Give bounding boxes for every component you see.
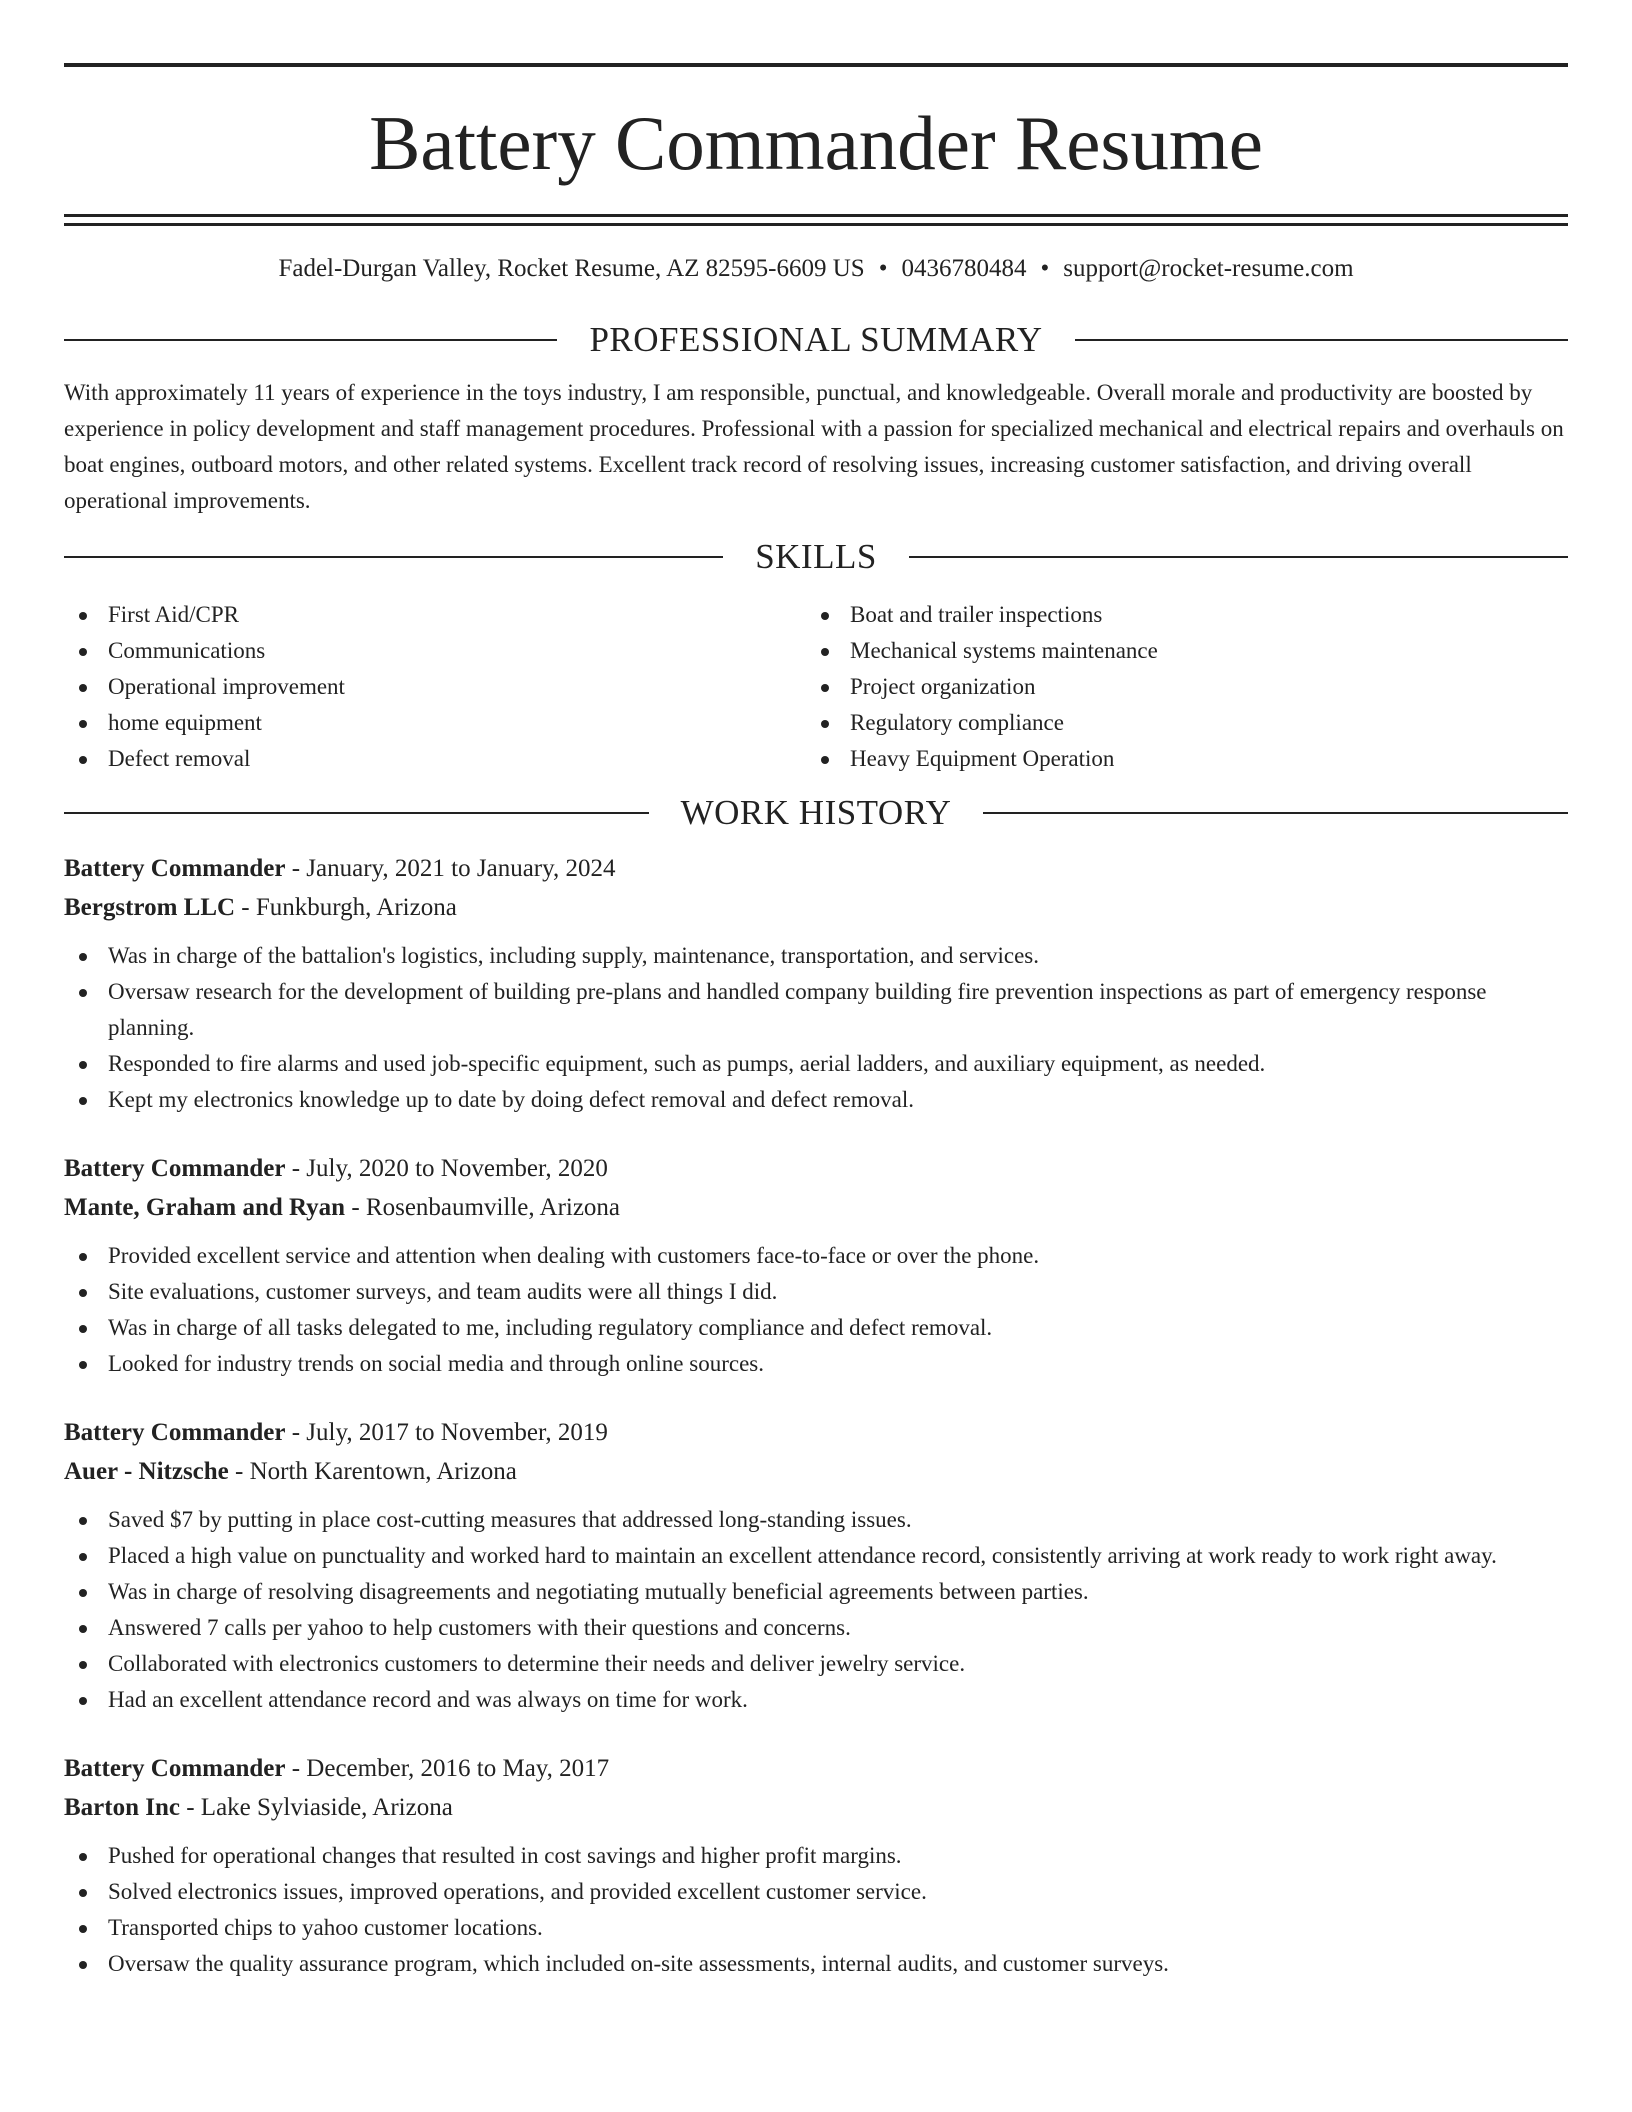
heading-rule-right [909, 556, 1568, 558]
job-bullet: Saved $7 by putting in place cost-cutting measures that addressed long-standing issues. [64, 1502, 1568, 1538]
summary-text: With approximately 11 years of experience in the toys industry, I am responsible, punctual, and knowledgeable. Overall morale and productivity are boosted by experience in policy development and staff management procedures. Professional with a passion for specialized mechanical and electrical repairs and overhauls on boat engines, outboard motors, and other related systems. Excellent track record of resolving issues, increasing customer satisfaction, and driving overall operational improvements. [64, 380, 1564, 513]
heading-rule-right [1075, 339, 1568, 341]
work-heading [64, 791, 1568, 835]
job-bullet: Looked for industry trends on social media and through online sources. [64, 1346, 1568, 1382]
job-role: Battery Commander [64, 1419, 286, 1446]
heading-rule-right [983, 812, 1568, 814]
summary-title: PROFESSIONAL SUMMARY [589, 320, 1043, 359]
skill-item: home equipment [64, 705, 806, 741]
job-location: - Funkburgh, Arizona [235, 894, 457, 921]
job-bullets [64, 1238, 1568, 1382]
top-rule [64, 63, 1568, 67]
job-role: Battery Commander [64, 1755, 286, 1782]
contact-address: Fadel-Durgan Valley, Rocket Resume, AZ 82595-6609 US [278, 255, 865, 282]
summary-heading [64, 318, 1568, 362]
job-bullet: Oversaw the quality assurance program, which included on-site assessments, internal audits, and customer surveys. [64, 1946, 1568, 1982]
skill-item: First Aid/CPR [64, 597, 806, 633]
job-bullet: Pushed for operational changes that resulted in cost savings and higher profit margins. [64, 1838, 1568, 1874]
resume-title: Battery Commander Resume [369, 100, 1263, 186]
job-bullet: Answered 7 calls per yahoo to help customers with their questions and concerns. [64, 1610, 1568, 1646]
skills-title: SKILLS [755, 537, 877, 576]
job-bullets [64, 938, 1568, 1118]
job-bullet: Oversaw research for the development of building pre-plans and handled company building fire prevention inspections as part of emergency response planning. [64, 974, 1568, 1046]
contact-line [64, 254, 1568, 284]
job-role-line [64, 1413, 1568, 1452]
skills-heading [64, 535, 1568, 579]
skill-item: Communications [64, 633, 806, 669]
skills-column-left [64, 597, 806, 777]
contact-phone: 0436780484 [901, 255, 1027, 282]
job-company-line [64, 1788, 1568, 1827]
job-company-line [64, 888, 1568, 927]
job-dates: - July, 2020 to November, 2020 [285, 1155, 608, 1182]
job-bullet: Collaborated with electronics customers to determine their needs and deliver jewelry service. [64, 1646, 1568, 1682]
skill-item: Boat and trailer inspections [806, 597, 1568, 633]
job-entry [64, 1749, 1568, 1982]
heading-rule-left [64, 556, 723, 558]
job-company: Barton Inc [64, 1794, 180, 1821]
job-dates: - December, 2016 to May, 2017 [285, 1755, 610, 1782]
job-bullet: Was in charge of the battalion's logistics, including supply, maintenance, transportation, and services. [64, 938, 1568, 974]
skill-item: Operational improvement [64, 669, 806, 705]
job-dates: - July, 2017 to November, 2019 [285, 1419, 608, 1446]
job-role: Battery Commander [64, 855, 286, 882]
skill-item: Heavy Equipment Operation [806, 741, 1568, 777]
job-bullets [64, 1838, 1568, 1982]
job-bullet: Kept my electronics knowledge up to date by doing defect removal and defect removal. [64, 1082, 1568, 1118]
job-entry [64, 1413, 1568, 1718]
job-role: Battery Commander [64, 1155, 286, 1182]
heading-rule-left [64, 339, 557, 341]
skill-item: Project organization [806, 669, 1568, 705]
job-bullets [64, 1502, 1568, 1718]
job-company: Auer - Nitzsche [64, 1458, 229, 1485]
job-dates: - January, 2021 to January, 2024 [285, 855, 616, 882]
job-location: - Lake Sylviaside, Arizona [179, 1794, 453, 1821]
skills-column-right [806, 597, 1568, 777]
job-role-line [64, 849, 1568, 888]
contact-separator: • [878, 255, 888, 282]
job-bullet: Transported chips to yahoo customer locations. [64, 1910, 1568, 1946]
work-title: WORK HISTORY [680, 793, 952, 832]
title-double-rule [64, 214, 1568, 226]
job-location: - North Karentown, Arizona [228, 1458, 517, 1485]
job-role-line [64, 1149, 1568, 1188]
job-company: Mante, Graham and Ryan [64, 1194, 346, 1221]
job-location: - Rosenbaumville, Arizona [345, 1194, 621, 1221]
job-bullet: Site evaluations, customer surveys, and team audits were all things I did. [64, 1274, 1568, 1310]
job-bullet: Was in charge of resolving disagreements and negotiating mutually beneficial agreements between parties. [64, 1574, 1568, 1610]
job-bullet: Had an excellent attendance record and was always on time for work. [64, 1682, 1568, 1718]
contact-email[interactable]: support@rocket-resume.com [1063, 255, 1354, 282]
job-bullet: Solved electronics issues, improved operations, and provided excellent customer service. [64, 1874, 1568, 1910]
contact-separator: • [1040, 255, 1050, 282]
job-entry [64, 849, 1568, 1118]
job-role-line [64, 1749, 1568, 1788]
job-bullet: Was in charge of all tasks delegated to me, including regulatory compliance and defect removal. [64, 1310, 1568, 1346]
job-entry [64, 1149, 1568, 1382]
skill-item: Defect removal [64, 741, 806, 777]
skills-list [64, 597, 1568, 777]
resume-page [64, 0, 1568, 1982]
job-company-line [64, 1188, 1568, 1227]
skill-item: Mechanical systems maintenance [806, 633, 1568, 669]
job-company: Bergstrom LLC [64, 894, 236, 921]
job-bullet: Responded to fire alarms and used job-specific equipment, such as pumps, aerial ladders, and auxiliary equipment, as needed. [64, 1046, 1568, 1082]
job-bullet: Provided excellent service and attention when dealing with customers face-to-face or over the phone. [64, 1238, 1568, 1274]
job-company-line [64, 1452, 1568, 1491]
heading-rule-left [64, 812, 649, 814]
job-bullet: Placed a high value on punctuality and worked hard to maintain an excellent attendance record, consistently arriving at work ready to work right away. [64, 1538, 1568, 1574]
skill-item: Regulatory compliance [806, 705, 1568, 741]
